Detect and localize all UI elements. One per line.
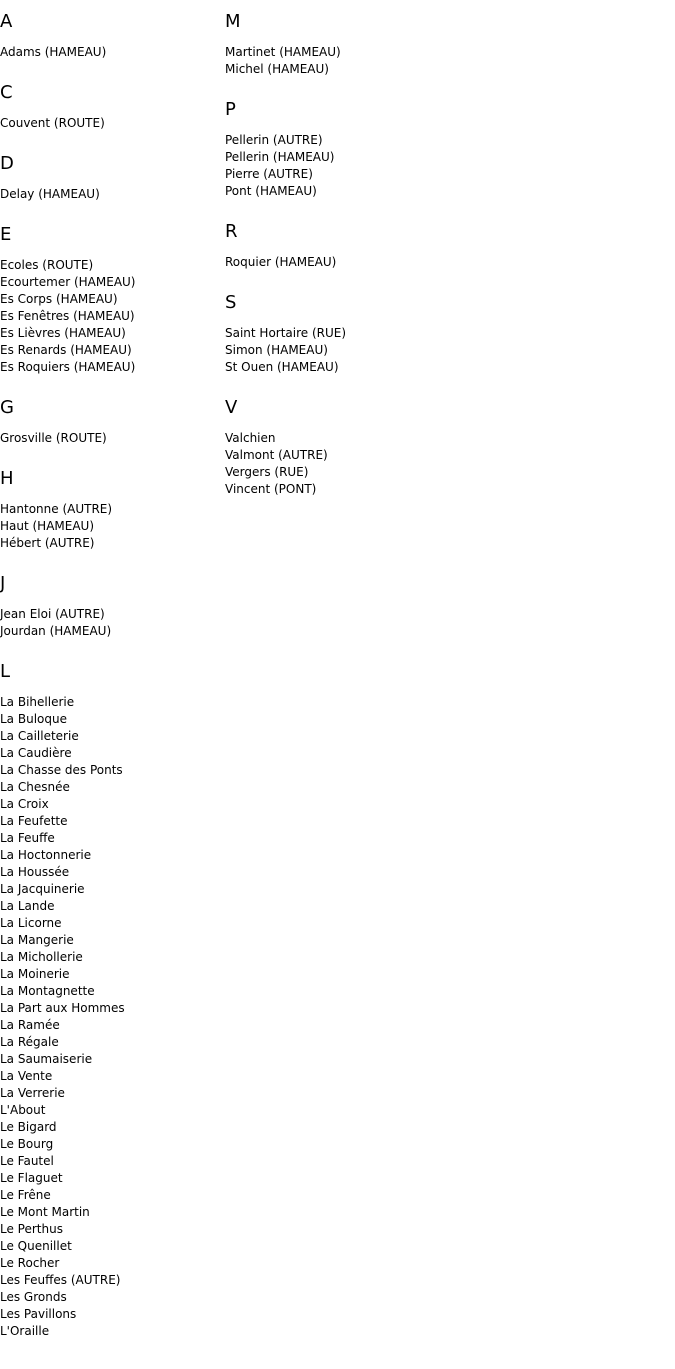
entry-list bbox=[225, 430, 525, 498]
letter-section-h bbox=[0, 469, 220, 552]
place-entry: La Michollerie bbox=[0, 950, 83, 964]
place-entry: Ecoles (ROUTE) bbox=[0, 258, 94, 272]
entry-list bbox=[0, 257, 220, 376]
place-entry: Le Frêne bbox=[0, 1188, 51, 1202]
place-entry: La Verrerie bbox=[0, 1086, 65, 1100]
place-entry: Les Gronds bbox=[0, 1290, 67, 1304]
place-entry: Pont (HAMEAU) bbox=[225, 184, 317, 198]
place-entry: Hébert (AUTRE) bbox=[0, 536, 95, 550]
place-entry: La Buloque bbox=[0, 712, 67, 726]
place-entry: Vergers (RUE) bbox=[225, 465, 309, 479]
section-letter-heading: H bbox=[0, 468, 14, 489]
letter-section-l bbox=[0, 662, 220, 1340]
section-letter-heading: J bbox=[0, 573, 6, 594]
entry-list bbox=[225, 325, 525, 376]
letter-section-d bbox=[0, 154, 220, 203]
section-letter-heading: D bbox=[0, 153, 14, 174]
place-entry: La Jacquinerie bbox=[0, 882, 85, 896]
place-entry: La Licorne bbox=[0, 916, 62, 930]
entry-list bbox=[0, 430, 220, 447]
place-entry: Pellerin (HAMEAU) bbox=[225, 150, 335, 164]
place-entry: Martinet (HAMEAU) bbox=[225, 45, 341, 59]
place-entry: Pellerin (AUTRE) bbox=[225, 133, 323, 147]
place-entry: La Feuffe bbox=[0, 831, 55, 845]
place-entry: Le Bourg bbox=[0, 1137, 54, 1151]
place-entry: Le Mont Martin bbox=[0, 1205, 90, 1219]
place-entry: La Moinerie bbox=[0, 967, 70, 981]
letter-section-c bbox=[0, 83, 220, 132]
place-entry: Es Roquiers (HAMEAU) bbox=[0, 360, 136, 374]
place-entry: Le Quenillet bbox=[0, 1239, 72, 1253]
place-entry: Le Perthus bbox=[0, 1222, 63, 1236]
place-entry: Pierre (AUTRE) bbox=[225, 167, 313, 181]
place-entry: L'Oraille bbox=[0, 1324, 50, 1338]
place-entry: La Lande bbox=[0, 899, 55, 913]
place-entry: Adams (HAMEAU) bbox=[0, 45, 107, 59]
letter-section-r bbox=[225, 222, 525, 271]
place-entry: Le Flaguet bbox=[0, 1171, 63, 1185]
letter-section-m bbox=[225, 12, 525, 78]
left-column bbox=[0, 0, 220, 1340]
place-entry: La Montagnette bbox=[0, 984, 95, 998]
place-entry: La Part aux Hommes bbox=[0, 1001, 125, 1015]
place-entry: Es Lièvres (HAMEAU) bbox=[0, 326, 126, 340]
place-entry: Valmont (AUTRE) bbox=[225, 448, 328, 462]
place-entry: Valchien bbox=[225, 431, 276, 445]
section-letter-heading: V bbox=[225, 397, 238, 418]
letter-section-j bbox=[0, 574, 220, 640]
place-entry: La Croix bbox=[0, 797, 49, 811]
right-column bbox=[225, 0, 525, 498]
section-letter-heading: P bbox=[225, 99, 236, 120]
place-entry: Es Fenêtres (HAMEAU) bbox=[0, 309, 135, 323]
place-entry: Le Rocher bbox=[0, 1256, 60, 1270]
place-entry: Vincent (PONT) bbox=[225, 482, 317, 496]
place-entry: Saint Hortaire (RUE) bbox=[225, 326, 347, 340]
entry-list bbox=[0, 186, 220, 203]
place-entry: Le Bigard bbox=[0, 1120, 57, 1134]
entry-list bbox=[0, 115, 220, 132]
place-entry: Haut (HAMEAU) bbox=[0, 519, 95, 533]
place-entry: La Chasse des Ponts bbox=[0, 763, 123, 777]
place-entry: La Saumaiserie bbox=[0, 1052, 93, 1066]
section-letter-heading: C bbox=[0, 82, 13, 103]
place-entry: La Régale bbox=[0, 1035, 59, 1049]
entry-list bbox=[225, 44, 525, 78]
place-entry: Jourdan (HAMEAU) bbox=[0, 624, 112, 638]
place-entry: La Vente bbox=[0, 1069, 53, 1083]
place-entry: La Hoctonnerie bbox=[0, 848, 92, 862]
place-entry: Hantonne (AUTRE) bbox=[0, 502, 113, 516]
place-entry: Es Corps (HAMEAU) bbox=[0, 292, 118, 306]
letter-section-a bbox=[0, 12, 220, 61]
entry-list bbox=[0, 501, 220, 552]
place-entry: St Ouen (HAMEAU) bbox=[225, 360, 339, 374]
place-entry: La Cailleterie bbox=[0, 729, 79, 743]
place-entry: La Mangerie bbox=[0, 933, 74, 947]
place-entry: Les Feuffes (AUTRE) bbox=[0, 1273, 121, 1287]
section-letter-heading: G bbox=[0, 397, 14, 418]
place-entry: Couvent (ROUTE) bbox=[0, 116, 105, 130]
place-entry: La Houssée bbox=[0, 865, 70, 879]
place-entry: La Bihellerie bbox=[0, 695, 75, 709]
place-entry: Les Pavillons bbox=[0, 1307, 77, 1321]
place-entry: Le Fautel bbox=[0, 1154, 54, 1168]
entry-list bbox=[0, 694, 220, 1340]
entry-list bbox=[0, 606, 220, 640]
place-entry: Jean Eloi (AUTRE) bbox=[0, 607, 105, 621]
section-letter-heading: L bbox=[0, 661, 11, 682]
letter-section-g bbox=[0, 398, 220, 447]
place-entry: Michel (HAMEAU) bbox=[225, 62, 329, 76]
entry-list bbox=[225, 132, 525, 200]
place-entry: Roquier (HAMEAU) bbox=[225, 255, 337, 269]
section-letter-heading: S bbox=[225, 292, 237, 313]
place-entry: L'About bbox=[0, 1103, 46, 1117]
section-letter-heading: M bbox=[225, 11, 241, 32]
section-letter-heading: A bbox=[0, 11, 13, 32]
letter-section-v bbox=[225, 398, 525, 498]
place-entry: Es Renards (HAMEAU) bbox=[0, 343, 132, 357]
place-entry: La Caudière bbox=[0, 746, 72, 760]
place-entry: Grosville (ROUTE) bbox=[0, 431, 107, 445]
entry-list bbox=[225, 254, 525, 271]
letter-section-s bbox=[225, 293, 525, 376]
place-entry: La Chesnée bbox=[0, 780, 70, 794]
place-entry: Ecourtemer (HAMEAU) bbox=[0, 275, 136, 289]
place-entry: Delay (HAMEAU) bbox=[0, 187, 100, 201]
letter-section-p bbox=[225, 100, 525, 200]
place-entry: La Feufette bbox=[0, 814, 68, 828]
entry-list bbox=[0, 44, 220, 61]
letter-section-e bbox=[0, 225, 220, 376]
place-entry: Simon (HAMEAU) bbox=[225, 343, 328, 357]
section-letter-heading: E bbox=[0, 224, 12, 245]
section-letter-heading: R bbox=[225, 221, 238, 242]
place-entry: La Ramée bbox=[0, 1018, 60, 1032]
